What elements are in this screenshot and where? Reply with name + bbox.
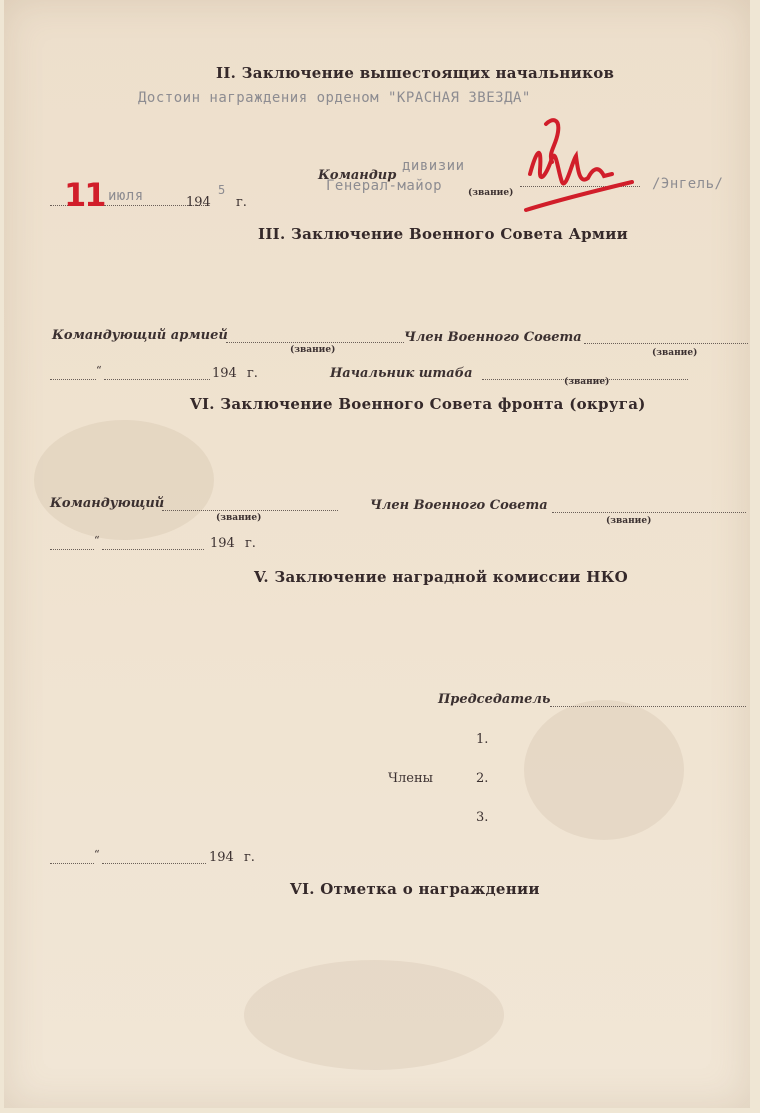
paper-stain bbox=[34, 420, 214, 540]
member-number: 2. bbox=[476, 771, 489, 786]
section-3-title: III. Заключение Военного Совета Армии bbox=[258, 225, 629, 243]
date-day: 11 bbox=[64, 176, 105, 214]
date-quote: “ bbox=[96, 364, 102, 377]
section-2-title: II. Заключение вышестоящих начальников bbox=[216, 64, 615, 82]
rank-caption: (звание) bbox=[216, 513, 262, 523]
rank-caption: (звание) bbox=[606, 516, 652, 526]
front-council-line bbox=[552, 512, 746, 513]
chief-of-staff-label: Начальник штаба bbox=[330, 366, 473, 381]
section-5-title: V. Заключение наградной комиссии НКО bbox=[254, 568, 629, 586]
military-council-label: Член Военного Совета bbox=[404, 330, 582, 345]
typed-rank: Генерал-майор bbox=[326, 178, 443, 194]
date-suffix: г. bbox=[236, 195, 247, 210]
date-quote: “ bbox=[94, 848, 100, 861]
date-day-line bbox=[50, 549, 94, 550]
commander-label: Командир bbox=[318, 168, 397, 183]
front-commander-line bbox=[162, 510, 338, 511]
date-suffix: г. bbox=[245, 536, 256, 551]
member-number: 3. bbox=[476, 810, 489, 825]
front-commander-label: Командующий bbox=[50, 496, 165, 511]
date-suffix: г. bbox=[244, 850, 255, 865]
typed-recommendation: Достоин награждения орденом "КРАСНАЯ ЗВЕЗДА" bbox=[138, 90, 531, 106]
date-month-line bbox=[102, 549, 204, 550]
typed-division: дивизии bbox=[402, 158, 465, 174]
rank-caption: (звание) bbox=[564, 377, 610, 387]
date-day-line bbox=[50, 863, 94, 864]
paper-stain bbox=[244, 960, 504, 1070]
date-quote: “ bbox=[94, 534, 100, 547]
date-day-line bbox=[50, 379, 96, 380]
rank-caption: (звание) bbox=[652, 348, 698, 358]
typed-name: /Энгель/ bbox=[652, 176, 724, 192]
date-year-digit: 5 bbox=[218, 183, 226, 197]
date-suffix: г. bbox=[247, 366, 258, 381]
date-month-line bbox=[102, 863, 206, 864]
red-signature bbox=[512, 112, 642, 222]
date-year-prefix: 194 bbox=[186, 195, 211, 210]
date-year: 194 bbox=[212, 366, 237, 381]
paper-stain bbox=[524, 700, 684, 840]
chairman-label: Председатель bbox=[438, 692, 551, 707]
date-year: 194 bbox=[210, 536, 235, 551]
rank-caption: (звание) bbox=[290, 345, 336, 355]
rank-caption: (звание) bbox=[468, 188, 514, 198]
date-month: июля bbox=[108, 188, 144, 204]
date-year: 194 bbox=[209, 850, 234, 865]
document-page bbox=[4, 0, 750, 1108]
member-number: 1. bbox=[476, 732, 489, 747]
chairman-line bbox=[550, 706, 746, 707]
military-council-line bbox=[584, 343, 748, 344]
section-4-title: VI. Заключение Военного Совета фронта (округа) bbox=[190, 395, 646, 413]
army-commander-label: Командующий армией bbox=[52, 328, 228, 343]
members-label: Члены bbox=[388, 771, 434, 786]
date-month-line bbox=[104, 379, 210, 380]
army-commander-line bbox=[226, 342, 404, 343]
front-council-label: Член Военного Совета bbox=[370, 498, 548, 513]
section-6-title: VI. Отметка о награждении bbox=[290, 880, 540, 898]
